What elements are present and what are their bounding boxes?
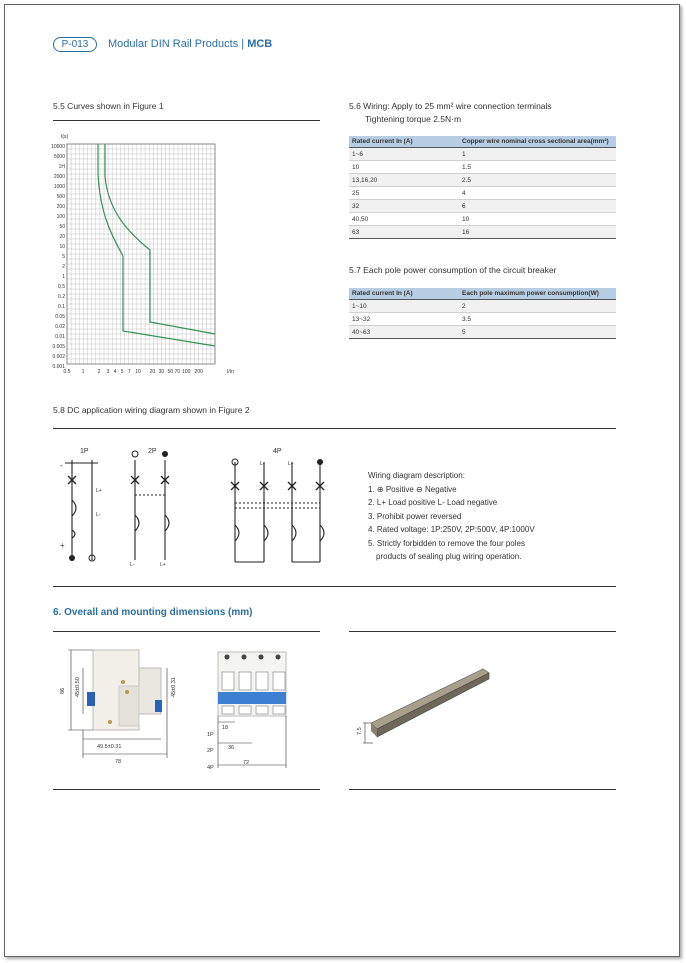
power-table-body (349, 300, 616, 339)
power-value-cell: 3.5 (459, 313, 616, 326)
rule-dim-right (349, 631, 616, 632)
wire-current-cell: 13,16,20 (349, 174, 459, 187)
y-tick-label: 0.005 (52, 344, 65, 350)
wire-size-table (349, 136, 616, 239)
power-value-cell: 2 (459, 300, 616, 313)
label-4p: 4P (273, 448, 282, 455)
wire-value-cell: 1 (459, 148, 616, 161)
description-item: 5. Strictly forbidden to remove the four poles (368, 538, 525, 548)
y-tick-label: 20 (59, 234, 65, 240)
section-wiring-title: 5.6 Wiring: Apply to 25 mm² wire connection terminals (349, 101, 552, 111)
power-current-cell: 40~63 (349, 326, 459, 339)
power-current-cell: 13~32 (349, 313, 459, 326)
dim-side-h1: 86 (60, 687, 66, 694)
dim-rail-height: 7.5 (357, 727, 363, 735)
y-tick-label: 0.1 (58, 304, 65, 310)
wire-table-body (349, 148, 616, 239)
side-view-drawing (55, 642, 190, 772)
power-table-header-watts: Each pole maximum power consumption(W) (459, 288, 616, 300)
wire-value-cell: 6 (459, 200, 616, 213)
x-tick-label: 20 (149, 369, 156, 375)
rule-dc-top (53, 428, 616, 429)
section-dimensions-title: 6. Overall and mounting dimensions (mm) (53, 607, 253, 618)
y-tick-label: 0.5 (58, 284, 65, 290)
wire-row (349, 226, 616, 239)
x-tick-label: 5 (120, 369, 124, 375)
label-1p-plus: + (60, 541, 65, 550)
x-tick-label: 100 (182, 369, 191, 375)
label-1p-lminus: L- (96, 512, 101, 518)
y-tick-label: 0.2 (58, 294, 65, 300)
dim-side-w1: 49.5±0.31 (97, 744, 122, 750)
wiring-description (368, 469, 535, 564)
description-item: 4. Rated voltage: 1P:250V, 2P:500V, 4P:1000V (368, 525, 535, 534)
x-tick-label: 200 (194, 369, 203, 375)
y-tick-label: 500 (56, 194, 65, 200)
description-item: 1. ⊕ Positive ⊖ Negative (368, 484, 457, 494)
x-tick-label: 1 (81, 369, 85, 375)
section-curves-title: 5.5 Curves shown in Figure 1 (53, 101, 164, 111)
wire-value-cell: 10 (459, 213, 616, 226)
y-tick-label: 50 (59, 224, 65, 230)
wire-table-header-current: Rated current In (A) (349, 136, 459, 148)
wire-current-cell: 32 (349, 200, 459, 213)
y-tick-label: 200 (56, 204, 65, 210)
wire-table-header-area: Copper wire nominal cross sectional area(mm²) (459, 136, 616, 148)
label-1p-minus: - (60, 461, 63, 470)
label-1p: 1P (80, 448, 89, 455)
y-tick-label: 2000 (53, 174, 65, 180)
wire-current-cell: 25 (349, 187, 459, 200)
label-2p: 2P (148, 448, 157, 455)
y-tick-label: 1000 (53, 184, 65, 190)
dim-side-w2: 78 (115, 759, 122, 765)
label-1p-lplus: L+ (96, 488, 102, 494)
y-tick-label: 0.001 (52, 364, 65, 370)
label-2p-lplus: L+ (160, 562, 166, 568)
section-wiring-torque: Tightening torque 2.5N·m (365, 114, 462, 124)
section-dc-title: 5.8 DC application wiring diagram shown in Figure 2 (53, 405, 250, 415)
wire-current-cell: 10 (349, 161, 459, 174)
y-tick-label: 5 (62, 254, 65, 260)
y-tick-label: 1H (58, 164, 65, 170)
label-4p-lplus: L+ (288, 461, 294, 467)
power-current-cell: 1~10 (349, 300, 459, 313)
dim-side-h3: 45±0.31 (171, 677, 177, 697)
y-tick-label: 1 (62, 274, 65, 280)
description-item: 2. L+ Load positive L- Load negative (368, 498, 498, 507)
y-tick-label: 100 (56, 214, 65, 220)
y-axis-label: t(s) (61, 134, 69, 140)
wire-value-cell: 2.5 (459, 174, 616, 187)
x-tick-label: 0.5 (63, 369, 71, 375)
wire-current-cell: 1~6 (349, 148, 459, 161)
trip-curve-chart (40, 126, 290, 382)
x-tick-label: 30 (158, 369, 165, 375)
power-table (349, 288, 616, 339)
section-power-title: 5.7 Each pole power consumption of the circuit breaker (349, 265, 557, 275)
x-tick-label: 4 (113, 369, 117, 375)
x-tick-label: 50 (167, 369, 174, 375)
y-tick-label: 0.002 (52, 354, 65, 360)
dim-front-4p: 4P (207, 765, 214, 771)
wire-value-cell: 16 (459, 226, 616, 239)
dim-side-h2: 45±0.50 (75, 677, 81, 697)
dim-front-w1: 18 (222, 725, 229, 731)
wire-value-cell: 1.5 (459, 161, 616, 174)
x-tick-label: 2 (97, 369, 101, 375)
wire-current-cell: 40,50 (349, 213, 459, 226)
dim-front-2p: 2P (207, 748, 214, 754)
x-tick-label: 10 (135, 369, 141, 375)
wire-row (349, 187, 616, 200)
power-row (349, 300, 616, 313)
y-tick-label: 2 (62, 264, 65, 270)
wire-row (349, 148, 616, 161)
power-value-cell: 5 (459, 326, 616, 339)
dc-wiring-diagram (50, 440, 350, 575)
rule-dc-bottom (53, 586, 616, 587)
header-series: Modular DIN Rail Products (108, 38, 239, 50)
x-tick-label: 70 (174, 369, 181, 375)
rule-dim-bottom-right (349, 789, 616, 790)
rule-dim-bottom-left (53, 789, 320, 790)
x-tick-label: 7 (127, 369, 131, 375)
x-tick-label: 3 (106, 369, 110, 375)
dim-front-w4: 72 (243, 760, 250, 766)
y-tick-label: 10 (59, 244, 65, 250)
y-tick-label: 10000 (51, 144, 65, 150)
y-tick-label: 0.05 (55, 314, 65, 320)
description-item: products of sealing plug wiring operation. (376, 552, 522, 561)
description-item: 3. Prohibit power reversed (368, 511, 462, 521)
label-2p-lminus: L- (130, 562, 135, 568)
front-view-drawing (205, 648, 300, 773)
y-tick-label: 0.02 (55, 324, 65, 330)
y-tick-label: 0.01 (55, 334, 65, 340)
power-row (349, 313, 616, 326)
wire-value-cell: 4 (459, 187, 616, 200)
wire-row (349, 213, 616, 226)
x-axis-unit: I/In (227, 369, 234, 375)
wire-row (349, 174, 616, 187)
wire-row (349, 161, 616, 174)
y-tick-label: 5000 (53, 154, 65, 160)
dim-front-w2: 36 (228, 745, 235, 751)
rule-curves (53, 120, 320, 121)
label-4p-lminus: L- (260, 461, 265, 467)
dim-front-1p: 1P (207, 732, 214, 738)
power-row (349, 326, 616, 339)
din-rail-drawing (355, 665, 500, 750)
header-separator: | (241, 38, 245, 50)
description-title: Wiring diagram description: (368, 471, 465, 480)
wire-current-cell: 63 (349, 226, 459, 239)
rule-dim-left (53, 631, 320, 632)
page-code: P-013 (53, 37, 97, 52)
power-table-header-current: Rated current In (A) (349, 288, 459, 300)
header-product: MCB (247, 38, 273, 50)
wire-row (349, 200, 616, 213)
header-title (108, 38, 272, 50)
